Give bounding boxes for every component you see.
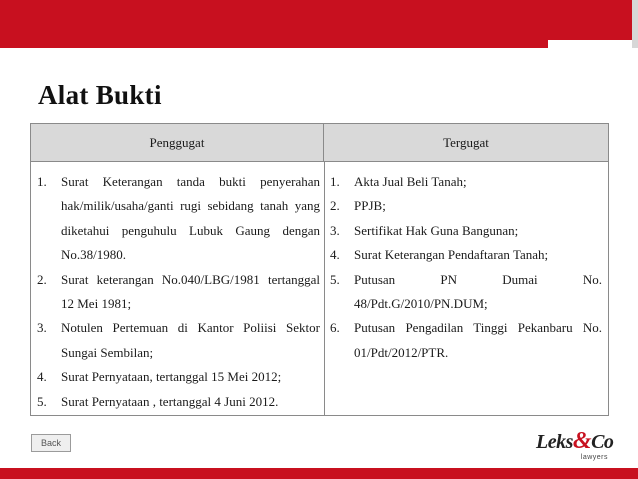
header-tergugat: Tergugat — [443, 135, 489, 150]
bottom-red-band — [0, 468, 638, 479]
list-item — [330, 243, 602, 267]
item-number: 4. — [37, 369, 47, 385]
list-item — [37, 268, 320, 317]
top-red-band — [0, 0, 638, 48]
item-number: 3. — [330, 222, 340, 238]
item-text: Notulen Pertemuan di Kantor Poliisi Sektor Sungai Sembilan; — [61, 320, 320, 360]
list-item — [37, 170, 320, 268]
logo-ampersand: & — [572, 428, 592, 454]
item-number: 5. — [37, 393, 47, 409]
item-text: Surat Keterangan tanda bukti penyerahan hak/milik/usaha/ganti rugi sebidang tanah yang diketahui penguhulu Lubuk Gaung dengan No.38/1980. — [61, 174, 320, 263]
list-item — [330, 268, 602, 317]
top-band-white-strip — [548, 40, 638, 48]
penggugat-list — [37, 170, 320, 414]
item-text: Surat Keterangan Pendaftaran Tanah; — [354, 247, 549, 263]
list-item — [330, 194, 602, 218]
table-header-row — [31, 124, 608, 162]
item-number: 2. — [37, 271, 47, 287]
item-text: Sertifikat Hak Guna Bangunan; — [354, 222, 519, 238]
logo-wordmark — [536, 428, 613, 455]
item-number: 4. — [330, 247, 340, 263]
leks-co-logo — [536, 428, 616, 464]
item-number: 6. — [330, 320, 340, 336]
item-number: 1. — [330, 174, 340, 189]
item-number: 3. — [37, 320, 47, 336]
tergugat-list — [330, 170, 602, 365]
top-band-gray-edge — [632, 0, 638, 48]
item-text: Surat Pernyataan, tertanggal 15 Mei 2012; — [61, 369, 282, 385]
item-number: 5. — [330, 271, 340, 287]
item-text: PPJB; — [354, 198, 386, 214]
header-penggugat: Penggugat — [31, 124, 324, 162]
item-number: 2. — [330, 198, 340, 214]
column-divider — [324, 162, 325, 415]
evidence-table — [30, 123, 609, 416]
logo-subtitle: lawyers — [580, 454, 608, 461]
item-text: Putusan Pengadilan Tinggi Pekanbaru No. 01/Pdt/2012/PTR. — [354, 320, 602, 360]
slide-title: Alat Bukti — [38, 80, 162, 110]
list-item — [37, 316, 320, 365]
list-item — [37, 390, 320, 414]
list-item — [330, 316, 602, 365]
back-button[interactable]: Back — [31, 434, 71, 452]
item-number: 1. — [37, 174, 47, 189]
item-text: Akta Jual Beli Tanah; — [354, 174, 467, 189]
item-text: Putusan PN Dumai No. 48/Pdt.G/2010/PN.DUM; — [354, 271, 602, 312]
list-item — [37, 365, 320, 389]
list-item — [330, 170, 602, 194]
logo-text-leks: Leks — [536, 431, 573, 453]
logo-text-co: Co — [591, 431, 614, 453]
item-text: Surat Pernyataan , tertanggal 4 Juni 2012. — [61, 393, 279, 409]
list-item — [330, 219, 602, 243]
item-text: Surat keterangan No.040/LBG/1981 tertanggal 12 Mei 1981; — [61, 271, 320, 312]
